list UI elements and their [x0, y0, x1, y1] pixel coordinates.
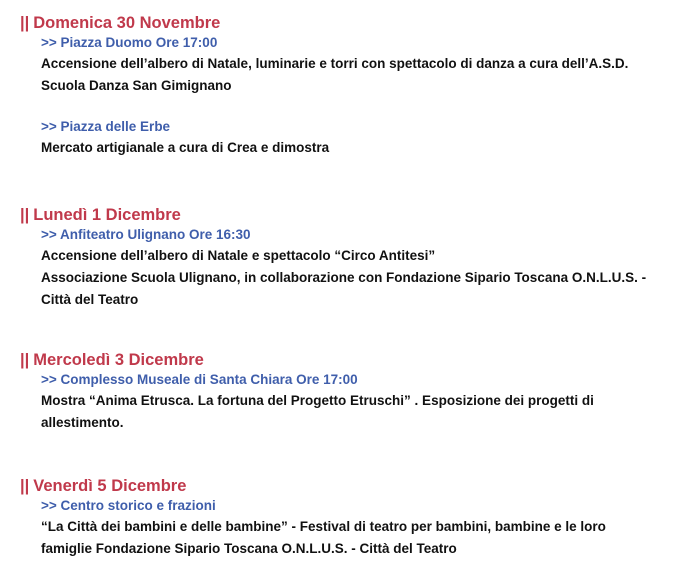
heading-bars: || [20, 477, 30, 495]
event-description: Mostra “Anima Etrusca. La fortuna del Progetto Etruschi” . Esposizione dei progetti di allestimento. [41, 393, 594, 430]
heading-bars: || [20, 14, 30, 32]
heading-bars: || [20, 351, 30, 369]
event-description: Mercato artigianale a cura di Crea e dimostra [41, 140, 330, 155]
event-day-heading [20, 205, 660, 225]
day-label: Mercoledì 3 Dicembre [33, 351, 204, 369]
day-label: Domenica 30 Novembre [33, 14, 221, 32]
event-description: Accensione dell’albero di Natale, luminarie e torri con spettacolo di danza a cura dell’A.S.D. Scuola Danza San Gimignano [41, 56, 629, 93]
event-day-heading [20, 350, 660, 370]
event-location: >> Anfiteatro Ulignano Ore 16:30 [41, 227, 251, 242]
event-description: “La Città dei bambini e delle bambine” - Festival di teatro per bambini, bambine e le loro famiglie Fondazione Sipario Toscana O.N.L.U.S. - Città del Teatro [41, 519, 606, 556]
event-lunedi-1-dicembre [20, 205, 660, 311]
event-location: >> Piazza delle Erbe [41, 119, 171, 134]
heading-bars: || [20, 206, 30, 224]
event-description: Associazione Scuola Ulignano, in collaborazione con Fondazione Sipario Toscana O.N.L.U.S. - Città del Teatro [41, 270, 647, 307]
event-mercoledi-3-dicembre [20, 350, 660, 434]
event-domenica-30-novembre [20, 13, 660, 159]
event-venerdi-5-dicembre [20, 476, 660, 560]
day-label: Lunedì 1 Dicembre [33, 206, 181, 224]
day-label: Venerdì 5 Dicembre [33, 477, 187, 495]
event-description: Accensione dell’albero di Natale e spettacolo “Circo Antitesi” [41, 248, 436, 263]
event-location: >> Complesso Museale di Santa Chiara Ore 17:00 [41, 372, 358, 387]
event-day-heading [20, 13, 660, 33]
event-location: >> Centro storico e frazioni [41, 498, 216, 513]
event-day-heading [20, 476, 660, 496]
event-location: >> Piazza Duomo Ore 17:00 [41, 35, 218, 50]
